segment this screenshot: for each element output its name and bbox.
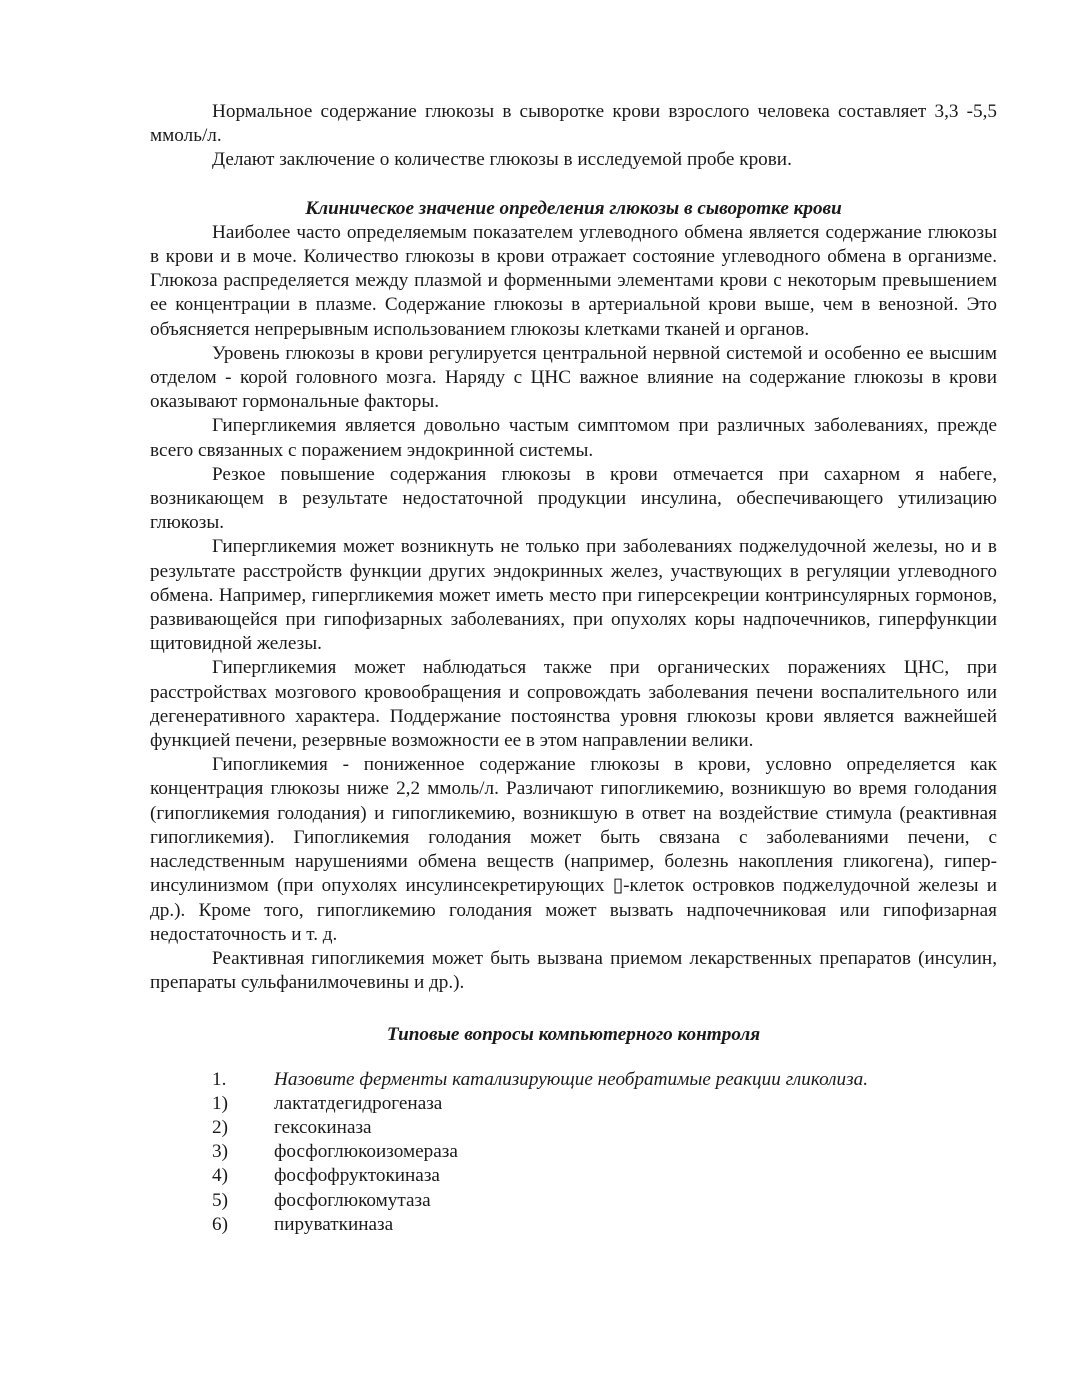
document-page <box>150 100 997 1237</box>
option-number: 6) <box>212 1213 228 1235</box>
answer-option <box>150 1092 997 1116</box>
body-paragraph: Гипергликемия может наблюдаться также при органических поражениях ЦНС, при расстройствах мозгового кровообращения и сопровождать заболевания печени воспалительного или дегенеративного характера. Поддержание постоянства уровня глюкозы крови является важнейшей функцией печени, резервные возможности ее в этом направлении велики. <box>150 657 997 752</box>
answer-option <box>150 1189 997 1213</box>
answer-option <box>150 1213 997 1237</box>
body-paragraph: Реактивная гипогликемия может быть вызвана приемом лекарственных препаратов (инсулин, препараты сульфанилмочевины и др.). <box>150 947 997 994</box>
question-text: Назовите ферменты катализирующие необратимые реакции гликолиза. <box>274 1068 869 1090</box>
question-number: 1. <box>212 1068 227 1090</box>
body-paragraph: Гипогликемия - пониженное содержание глюкозы в крови, условно определяется как концентрация глюкозы ниже 2,2 ммоль/л. Различают гипогликемию, возникшую во время голодания (гипогликемия голодания) и гипогликемию, возникшую в ответ на воздействие стимула (реактивная гипогликемия). Гипогликемия голодания может быть связана с заболеваниями печени, с наследственным нарушениями обмена веществ (например, болезнь накопления гликогена), гипер-инсулинизмом (при опухолях инсулинсекретирующих ▯-клеток островков поджелудочной железы и др.). Кроме того, гипогликемию голодания может вызвать надпочечниковая или гипофизарная недостаточность и т. д. <box>150 754 997 945</box>
body-paragraph: Резкое повышение содержания глюкозы в крови отмечается при сахарном я набеге, возникающем в результате недостаточной продукции инсулина, обеспечивающего утилизацию глюкозы. <box>150 463 997 534</box>
answer-option <box>150 1116 997 1140</box>
intro-paragraph: Делают заключение о количестве глюкозы в исследуемой пробе крови. <box>212 149 792 171</box>
clinical-section-heading: Клиническое значение определения глюкозы в сыворотке крови <box>305 197 842 219</box>
option-number: 3) <box>212 1141 228 1163</box>
option-text: гексокиназа <box>274 1116 372 1138</box>
option-number: 5) <box>212 1189 228 1211</box>
option-number: 4) <box>212 1165 228 1187</box>
question-item <box>150 1068 997 1092</box>
body-paragraph: Гипергликемия является довольно частым симптомом при различных заболеваниях, прежде всего связанных с поражением эндокринной системы. <box>150 415 997 461</box>
option-text: фосфоглюкоизомераза <box>274 1141 458 1163</box>
questions-section-heading: Типовые вопросы компьютерного контроля <box>386 1024 761 1046</box>
answer-option <box>150 1140 997 1164</box>
option-text: фосфофруктокиназа <box>274 1165 440 1187</box>
option-text: пируваткиназа <box>274 1213 394 1235</box>
body-paragraph: Гипергликемия может возникнуть не только при заболеваниях поджелудочной железы, но и в результате расстройств функции других эндокринных желез, участвующих в регуляции углеводного обмена. Например, гипергликемия может иметь место при гиперсекреции контринсулярных гормонов, развивающейся при гипофизарных заболеваниях, при опухолях коры надпочечников, гиперфункции щитовидной железы. <box>150 536 997 655</box>
body-paragraph: Уровень глюкозы в крови регулируется центральной нервной системой и особенно ее высшим отделом - корой головного мозга. Наряду с ЦНС важное влияние на содержание глюкозы в крови оказывают гормональные факторы. <box>150 342 997 413</box>
option-number: 2) <box>212 1116 228 1138</box>
option-text: фосфоглюкомутаза <box>274 1189 431 1211</box>
intro-paragraph: Нормальное содержание глюкозы в сыворотке крови взрослого человека составляет 3,3 -5,5 ммоль/л. <box>150 101 997 147</box>
answer-option <box>150 1164 997 1188</box>
body-paragraph: Наиболее часто определяемым показателем углеводного обмена является содержание глюкозы в крови и в моче. Количество глюкозы в крови отражает состояние углеводного обмена в организме. Глюкоза распределяется между плазмой и форменными элементами крови с некоторым превышением ее концентрации в плазме. Содержание глюкозы в артериальной крови выше, чем в венозной. Это объясняется непрерывным использованием глюкозы клетками тканей и органов. <box>150 221 997 340</box>
option-number: 1) <box>212 1092 228 1114</box>
option-text: лактатдегидрогеназа <box>274 1092 443 1114</box>
